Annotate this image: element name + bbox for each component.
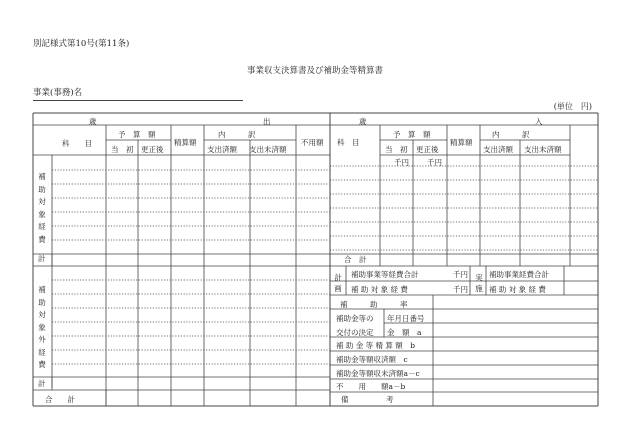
revenue-section-right: 入 xyxy=(535,117,543,126)
expense-col-unpaid: 支出未済額 xyxy=(249,145,287,154)
revenue-col-breakdown: 内 訳 xyxy=(492,130,530,139)
expense-subtotal-2: 計 xyxy=(38,379,46,388)
expense-col-settled: 精算額 xyxy=(174,138,197,147)
plan-subsidized-label: 補 助 対 象 経 費 xyxy=(351,285,408,294)
actual-subsidized-label: 補 助 対 象 経 費 xyxy=(489,285,546,294)
unreceived-label: 補助金等額収未済額a－c xyxy=(336,369,420,378)
expense-col-budget: 予 算 額 xyxy=(118,130,156,139)
expense-col-initial: 当 初 xyxy=(111,145,134,154)
revenue-col-unpaid: 支出未済額 xyxy=(524,145,562,154)
business-name-label: 事業(事務)名 xyxy=(33,88,83,98)
subsidized-expenses-label: 補助対象経費 xyxy=(38,172,46,244)
expense-col-unused: 不用額 xyxy=(301,138,324,147)
expense-grand-total: 合 計 xyxy=(45,395,75,404)
date-number-label: 年月日番号 xyxy=(387,314,425,323)
revenue-total: 合 計 xyxy=(344,255,367,264)
remarks-label: 備 考 xyxy=(341,395,394,404)
non-subsidized-expenses-label: 補助対象外経費 xyxy=(38,285,46,369)
plan-label: 計画 xyxy=(334,273,342,293)
expense-section-left: 歳 xyxy=(89,117,97,126)
actual-label: 実施 xyxy=(475,273,483,293)
expense-col-paid: 支出済額 xyxy=(207,145,237,154)
expense-col-item: 科 目 xyxy=(62,139,92,148)
subsidy-rate-label: 補 助 率 xyxy=(340,300,408,309)
form-number: 別記様式第10号(第11条) xyxy=(33,39,130,49)
unit-label: (単位 円) xyxy=(553,102,592,111)
revenue-col-settled: 精算額 xyxy=(450,138,473,147)
revenue-col-paid: 支出済額 xyxy=(483,145,513,154)
plan-subsidized-unit: 千円 xyxy=(453,285,468,294)
revenue-unit-initial: 千円 xyxy=(394,158,409,167)
plan-total-label: 補助事業等経費合計 xyxy=(351,270,419,279)
revenue-unit-revised: 千円 xyxy=(427,158,442,167)
page-title: 事業収支決算書及び補助金等精算書 xyxy=(246,66,383,76)
expense-section-right: 出 xyxy=(263,117,271,126)
expense-col-revised: 更正後 xyxy=(141,145,164,154)
received-c-label: 補助金等額収済額 c xyxy=(336,355,408,364)
expense-subtotal-1: 計 xyxy=(38,254,46,263)
revenue-col-item: 科 目 xyxy=(337,138,360,147)
expense-col-breakdown: 内 訳 xyxy=(218,130,256,139)
plan-total-unit: 千円 xyxy=(453,270,468,279)
revenue-section-left: 歳 xyxy=(359,117,367,126)
grant-decision-label-2: 交付の決定 xyxy=(336,328,374,337)
revenue-col-budget: 予 算 額 xyxy=(393,130,431,139)
grant-decision-label-1: 補助金等の xyxy=(336,314,374,323)
unused-amount-label: 不 用 額a－b xyxy=(336,382,406,391)
revenue-col-revised: 更正後 xyxy=(416,145,439,154)
revenue-col-initial: 当 初 xyxy=(385,145,408,154)
amount-a-label: 金 額 a xyxy=(387,328,422,337)
actual-total-label: 補助事業経費合計 xyxy=(489,270,549,279)
settled-amount-b-label: 補 助 金 等 精 算 額 b xyxy=(336,341,416,350)
